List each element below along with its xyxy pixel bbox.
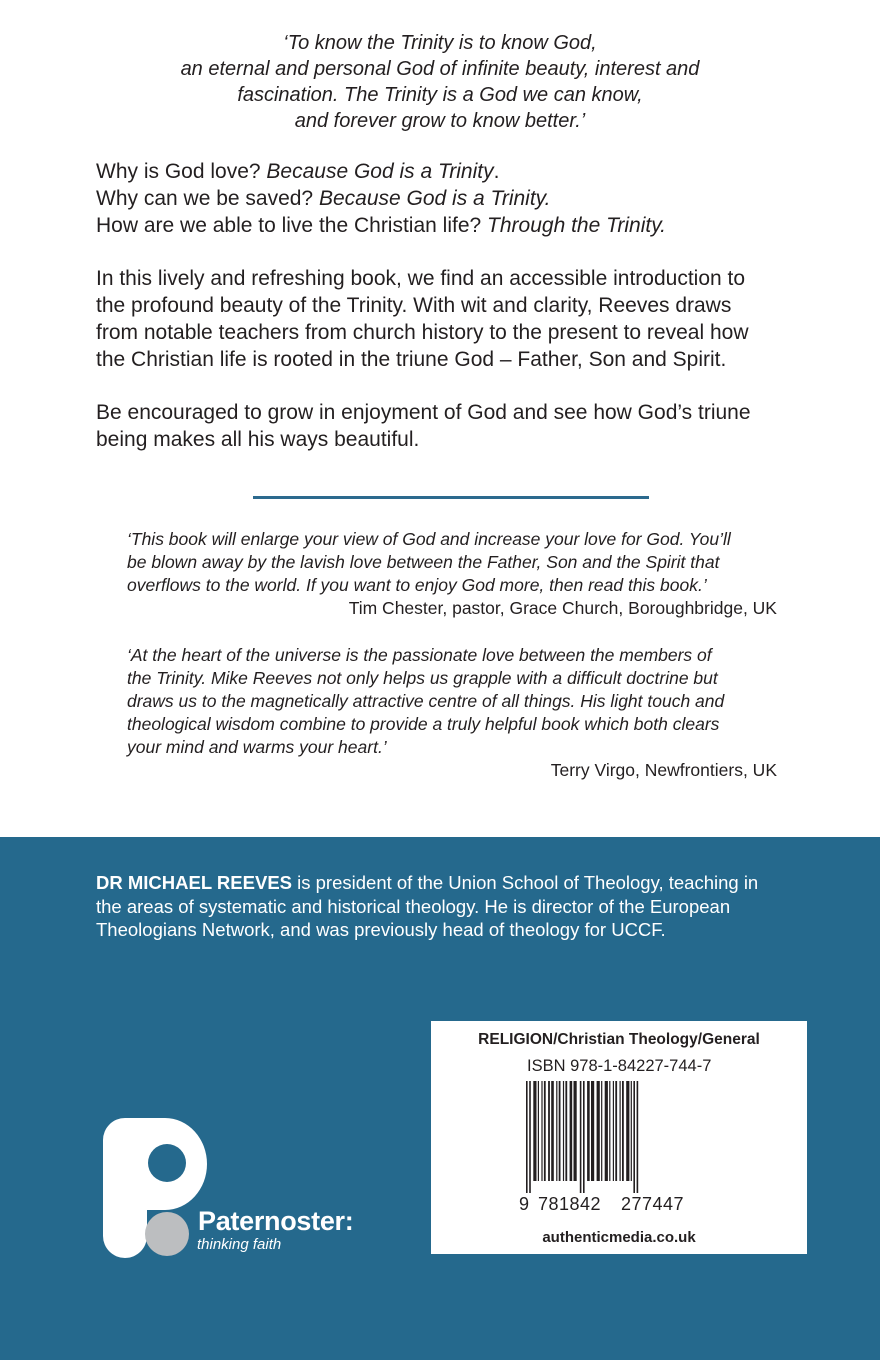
endorsement-line: ‘At the heart of the universe is the passionate love between the members of <box>127 645 712 665</box>
barcode-guard-bar <box>583 1081 585 1193</box>
barcode-guard-bar <box>633 1081 635 1193</box>
barcode-bar <box>565 1081 567 1181</box>
barcode-bar <box>605 1081 608 1181</box>
isbn-label: ISBN 978-1-84227-744-7 <box>527 1057 712 1075</box>
barcode-bar <box>544 1081 546 1181</box>
barcode-bar <box>538 1081 539 1181</box>
endorsement-line: ‘This book will enlarge your view of God and increase your love for God. You’ll <box>127 529 731 549</box>
barcode-bar <box>548 1081 550 1181</box>
paragraph-line: being makes all his ways beautiful. <box>96 428 420 451</box>
publisher-url: authenticmedia.co.uk <box>542 1229 696 1246</box>
paternoster-logo-icon <box>103 1118 208 1258</box>
endorsement-line: the Trinity. Mike Reeves not only helps us grapple with a difficult doctrine but <box>127 668 718 688</box>
epigraph-quote <box>120 30 760 134</box>
barcode-bar <box>615 1081 617 1181</box>
barcode-bar <box>551 1081 554 1181</box>
barcode-guard-bar <box>637 1081 639 1193</box>
answer-text: Because God is a Trinity. <box>318 187 551 210</box>
question-line <box>96 212 816 239</box>
description-paragraph <box>96 265 816 373</box>
barcode-bars <box>526 1081 698 1193</box>
barcode-bar <box>609 1081 610 1181</box>
section-divider <box>253 496 649 499</box>
endorsement-line: draws us to the magnetically attractive centre of all things. His light touch and <box>127 691 725 711</box>
barcode-group-left: 781842 <box>538 1194 602 1214</box>
bisac-category: RELIGION/Christian Theology/General <box>478 1031 760 1048</box>
questions-block <box>96 158 816 239</box>
barcode-bar <box>622 1081 624 1181</box>
barcode-first-digit: 9 <box>519 1194 530 1214</box>
epigraph-line: and forever grow to know better.’ <box>294 110 586 132</box>
endorsement-virgo <box>127 644 777 782</box>
bio-line: the areas of systematic and historical theology. He is director of the European <box>96 895 731 917</box>
bio-text: is president of the Union School of Theology, teaching in <box>292 872 759 893</box>
barcode-bar <box>533 1081 536 1181</box>
barcode-bar <box>597 1081 600 1181</box>
endorsement-line: theological wisdom combine to provide a truly helpful book which both clears <box>127 714 720 734</box>
barcode-guard-bar <box>529 1081 531 1193</box>
endorsement-line: be blown away by the lavish love between the Father, Son and the Spirit that <box>127 552 720 572</box>
encouragement-paragraph <box>96 399 816 453</box>
answer-text: Because God is a Trinity <box>266 160 494 183</box>
barcode-bar <box>556 1081 557 1181</box>
epigraph-line: an eternal and personal God of infinite beauty, interest and <box>180 58 700 80</box>
question-line <box>96 185 816 212</box>
publisher-tagline: thinking faith <box>197 1236 282 1253</box>
barcode-bar <box>626 1081 629 1181</box>
paragraph-line: In this lively and refreshing book, we find an accessible introduction to <box>96 267 746 290</box>
bio-line: Theologians Network, and was previously head of theology for UCCF. <box>96 919 666 940</box>
endorsement-attribution: Tim Chester, pastor, Grace Church, Boroughbridge, UK <box>348 598 777 618</box>
barcode-bar <box>570 1081 573 1181</box>
endorsement-line: your mind and warms your heart.’ <box>127 737 387 757</box>
barcode-bar <box>591 1081 594 1181</box>
question-text: How are we able to live the Christian life? <box>96 214 488 237</box>
barcode-bar <box>631 1081 632 1181</box>
question-text: Why is God love? <box>96 160 267 183</box>
barcode-box <box>431 1021 807 1254</box>
barcode-bar <box>559 1081 561 1181</box>
epigraph-line: ‘To know the Trinity is to know God, <box>283 32 597 54</box>
barcode-bar <box>587 1081 590 1181</box>
endorsement-attribution: Terry Virgo, Newfrontiers, UK <box>550 760 777 780</box>
barcode-guard-bar <box>580 1081 582 1193</box>
barcode-bar <box>574 1081 577 1181</box>
author-name: DR MICHAEL REEVES <box>96 872 292 893</box>
endorsement-chester <box>127 528 777 620</box>
barcode-bar <box>620 1081 621 1181</box>
barcode-group-right: 277447 <box>621 1194 685 1214</box>
barcode-bar <box>601 1081 602 1181</box>
endorsement-line: overflows to the world. If you want to enjoy God more, then read this book.’ <box>127 575 707 595</box>
paragraph-line: from notable teachers from church history to the present to reveal how <box>96 321 749 344</box>
publisher-name: Paternoster: <box>198 1206 354 1236</box>
bio-line <box>96 871 826 895</box>
barcode-bar <box>541 1081 542 1181</box>
paragraph-line: Be encouraged to grow in enjoyment of God and see how God’s triune <box>96 401 751 424</box>
barcode-guard-bar <box>526 1081 528 1193</box>
answer-text: Through the Trinity. <box>487 214 666 237</box>
barcode-bar <box>613 1081 614 1181</box>
epigraph-line: fascination. The Trinity is a God we can know, <box>237 84 643 106</box>
barcode-bar <box>563 1081 564 1181</box>
question-end: . <box>493 160 500 183</box>
question-line <box>96 158 816 185</box>
paragraph-line: the Christian life is rooted in the triune God – Father, Son and Spirit. <box>96 348 727 371</box>
paragraph-line: the profound beauty of the Trinity. With wit and clarity, Reeves draws <box>96 294 732 317</box>
question-text: Why can we be saved? <box>96 187 319 210</box>
author-bio <box>96 871 826 942</box>
